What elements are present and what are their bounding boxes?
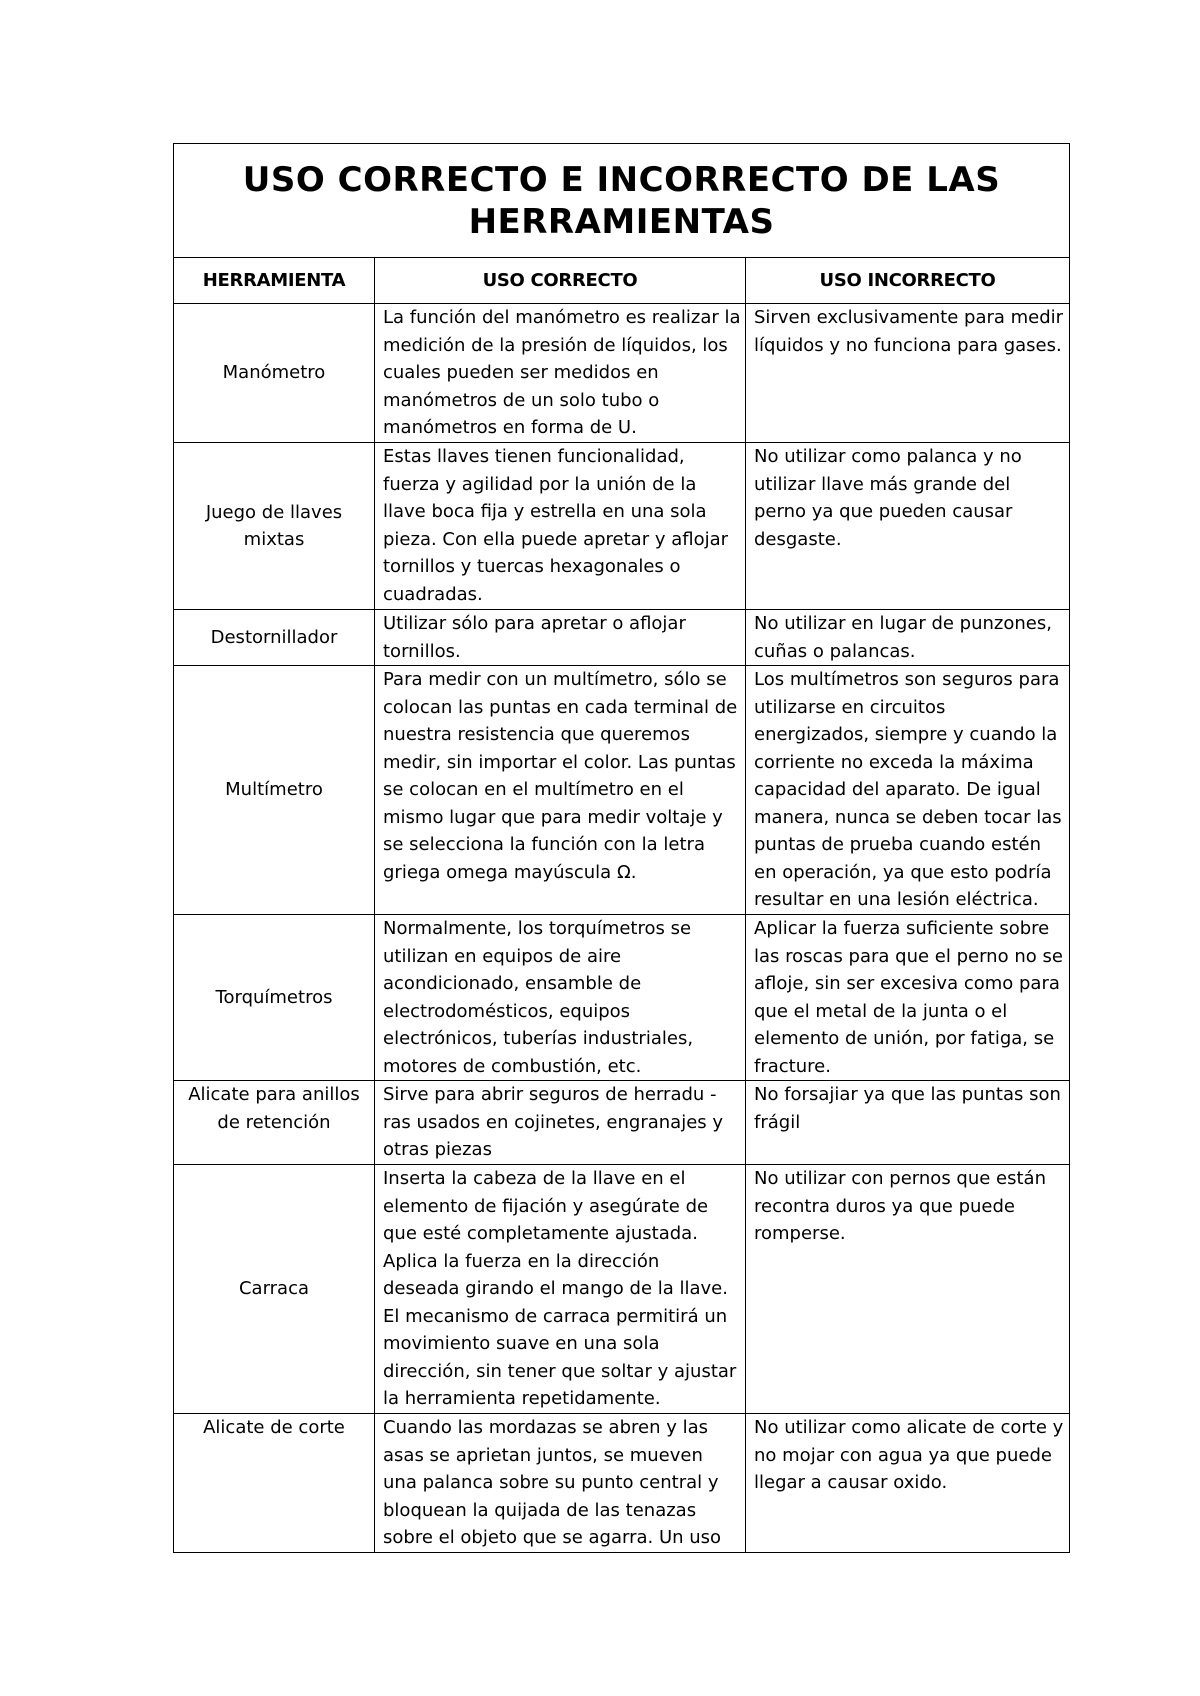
document-title [243, 159, 1000, 243]
tool-name: Destornillador [174, 610, 375, 666]
incorrect-use: Aplicar la fuerza suficiente sobre las roscas para que el perno no se afloje, sin ser excesiva como para que el metal de la junta o el elemento de unión, por fatiga, se fracture. [746, 915, 1070, 1081]
tool-name: Manómetro [174, 304, 375, 443]
correct-use: La función del manómetro es realizar la medición de la presión de líquidos, los cuales pueden ser medidos en manómetros de un solo tubo o manómetros en forma de U. [375, 304, 746, 443]
incorrect-use: No utilizar como palanca y no utilizar llave más grande del perno ya que pueden causar desgaste. [746, 443, 1070, 610]
header-uso-correcto: USO CORRECTO [375, 258, 746, 304]
correct-use: Cuando las mordazas se abren y las asas se aprietan juntos, se mueven una palanca sobre su punto central y bloquean la quijada de las tenazas sobre el objeto que se agarra. Un uso [375, 1414, 746, 1553]
correct-use: Normalmente, los torquímetros se utilizan en equipos de aire acondicionado, ensamble de electrodomésticos, equipos electrónicos, tuberías industriales, motores de combustión, etc. [375, 915, 746, 1081]
tool-name: Multímetro [174, 666, 375, 915]
header-herramienta: HERRAMIENTA [174, 258, 375, 304]
title-line-1: USO CORRECTO E INCORRECTO DE LAS [242, 159, 1001, 200]
table-row [174, 304, 1070, 443]
table-row [174, 666, 1070, 915]
title-cell [174, 144, 1070, 258]
incorrect-use: No forsajiar ya que las puntas son frágil [746, 1081, 1070, 1165]
tool-name: Torquímetros [174, 915, 375, 1081]
title-line-2: HERRAMIENTAS [468, 201, 775, 242]
correct-use: Para medir con un multímetro, sólo se colocan las puntas en cada terminal de nuestra resistencia que queremos medir, sin importar el color. Las puntas se colocan en el multímetro en el mismo lugar que para medir voltaje y se selecciona la función con la letra griega omega mayúscula Ω. [375, 666, 746, 915]
correct-use: Sirve para abrir seguros de herradu - ras usados en cojinetes, engranajes y otras piezas [375, 1081, 746, 1165]
tool-name: Carraca [174, 1165, 375, 1414]
correct-use: Utilizar sólo para apretar o aflojar tornillos. [375, 610, 746, 666]
correct-use: Inserta la cabeza de la llave en el elemento de fijación y asegúrate de que esté completamente ajustada. Aplica la fuerza en la dirección deseada girando el mango de la llave. El mecanismo de carraca permitirá un movimiento suave en una sola dirección, sin tener que soltar y ajustar la herramienta repetidamente. [375, 1165, 746, 1414]
title-row [174, 144, 1070, 258]
table-row [174, 1081, 1070, 1165]
table-row [174, 1414, 1070, 1553]
table-row [174, 915, 1070, 1081]
incorrect-use: No utilizar en lugar de punzones, cuñas o palancas. [746, 610, 1070, 666]
tool-name: Alicate para anillos de retención [174, 1081, 375, 1165]
tools-table [173, 143, 1070, 1553]
correct-use: Estas llaves tienen funcionalidad, fuerza y agilidad por la unión de la llave boca fija y estrella en una sola pieza. Con ella puede apretar y aflojar tornillos y tuercas hexagonales o cuadradas. [375, 443, 746, 610]
incorrect-use: No utilizar como alicate de corte y no mojar con agua ya que puede llegar a causar oxido. [746, 1414, 1070, 1553]
table-row [174, 610, 1070, 666]
table-row [174, 443, 1070, 610]
incorrect-use: Los multímetros son seguros para utilizarse en circuitos energizados, siempre y cuando la corriente no exceda la máxima capacidad del aparato. De igual manera, nunca se deben tocar las puntas de prueba cuando estén en operación, ya que esto podría resultar en una lesión eléctrica. [746, 666, 1070, 915]
incorrect-use: No utilizar con pernos que están recontra duros ya que puede romperse. [746, 1165, 1070, 1414]
tool-name: Juego de llaves mixtas [174, 443, 375, 610]
incorrect-use: Sirven exclusivamente para medir líquidos y no funciona para gases. [746, 304, 1070, 443]
tool-name: Alicate de corte [174, 1414, 375, 1553]
header-row [174, 258, 1070, 304]
header-uso-incorrecto: USO INCORRECTO [746, 258, 1070, 304]
table-row [174, 1165, 1070, 1414]
